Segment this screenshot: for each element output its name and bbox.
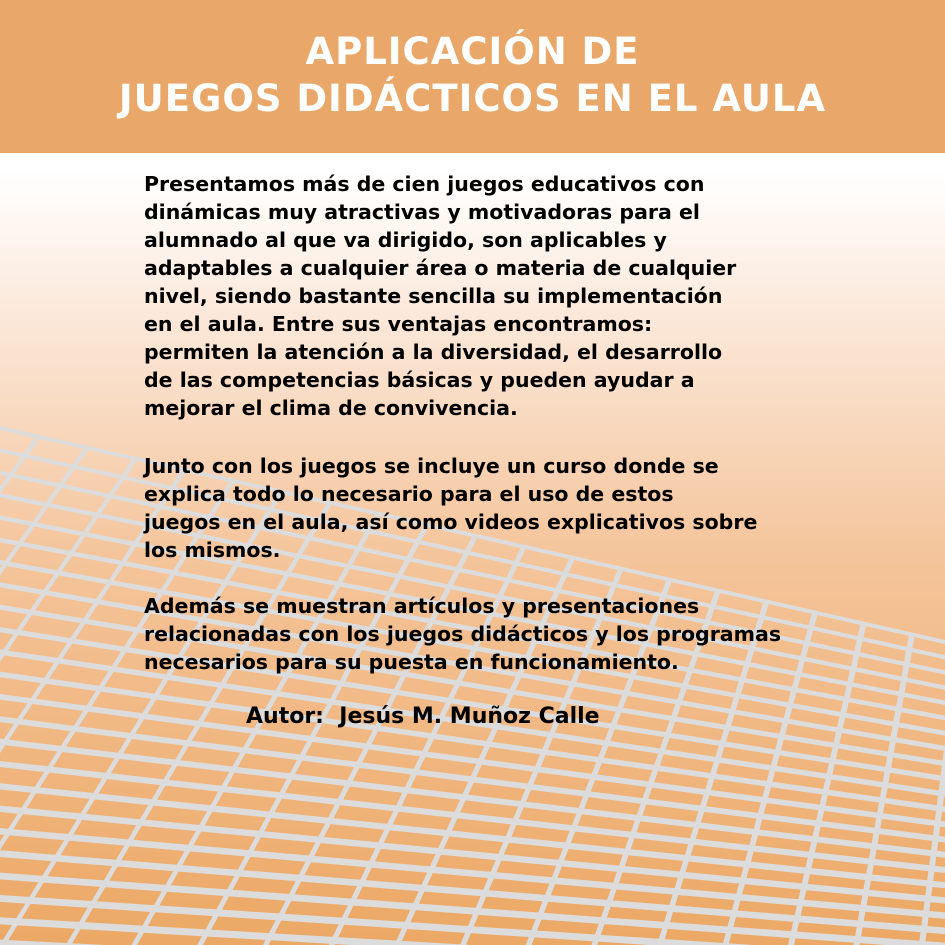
grid-line [0,461,134,945]
text-line: de las competencias básicas y pueden ayudar a [144,368,695,392]
text-line: relacionadas con los juegos didácticos y los programas [144,622,782,646]
text-line: explica todo lo necesario para el uso de estos [144,482,674,506]
text-line: dinámicas muy atractivas y motivadoras para el [144,200,700,224]
paragraph-intro [144,170,884,422]
text-line: alumnado al que va dirigido, son aplicables y [144,228,667,252]
paragraph-resources [144,592,781,676]
text-line: necesarios para su puesta en funcionamiento. [144,650,679,674]
text-line: mejorar el clima de convivencia. [144,396,518,420]
header-band [0,0,945,153]
grid-line [0,438,37,945]
text-line: Presentamos más de cien juegos educativos con [144,172,705,196]
text-line: los mismos. [144,538,281,562]
body-text [144,170,884,674]
text-line: Junto con los juegos se incluye un curso donde se [144,454,719,478]
paragraph-course [144,452,757,564]
text-line: en el aula. Entre sus ventajas encontramos: [144,312,653,336]
title-line-2: JUEGOS DIDÁCTICOS EN EL AULA [118,77,827,120]
author-line: Autor: Jesús M. Muñoz Calle [246,704,600,729]
text-line: Además se muestran artículos y presentaciones [144,594,700,618]
text-line: juegos en el aula, así como videos explicativos sobre [144,510,758,534]
text-line: adaptables a cualquier área o materia de cualquier [144,256,737,280]
text-line: nivel, siendo bastante sencilla su implementación [144,284,723,308]
text-line: permiten la atención a la diversidad, el desarrollo [144,340,723,364]
title-line-1: APLICACIÓN DE [305,30,640,73]
